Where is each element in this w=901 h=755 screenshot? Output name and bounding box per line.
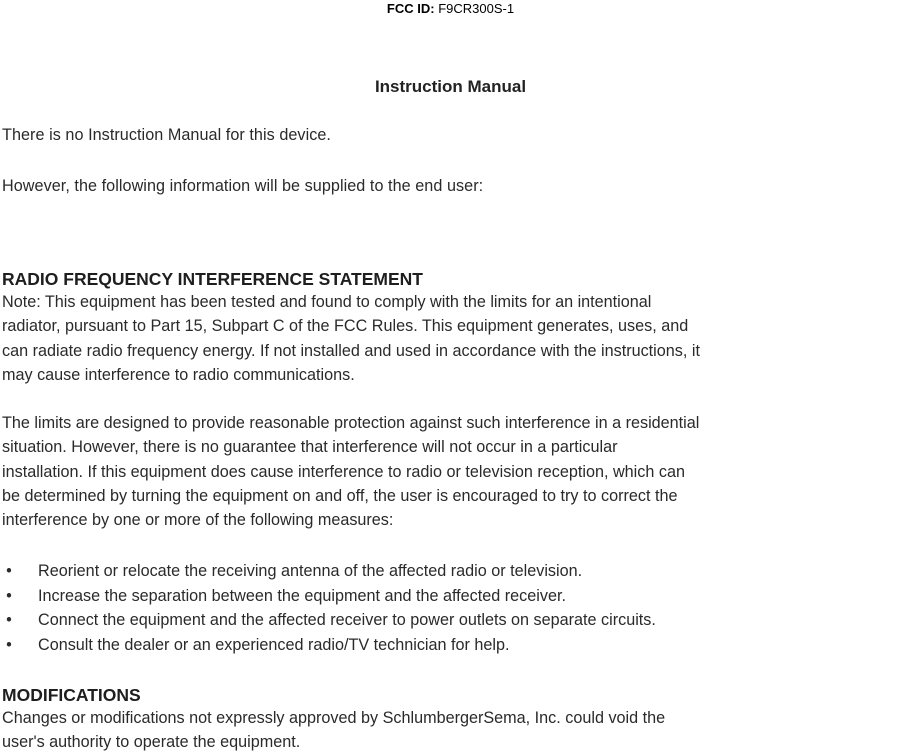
list-item — [0, 559, 656, 584]
modifications-line: user's authority to operate the equipment. — [2, 733, 301, 752]
measure-text: Connect the equipment and the affected receiver to power outlets on separate circuits. — [38, 611, 656, 630]
list-item — [0, 633, 656, 658]
rfi-heading: RADIO FREQUENCY INTERFERENCE STATEMENT — [2, 269, 423, 289]
rfi-para1-line: Note: This equipment has been tested and found to comply with the limits for an intentional — [2, 293, 652, 311]
rfi-para2-line: The limits are designed to provide reasonable protection against such interference in a residential — [2, 414, 700, 432]
measure-text: Reorient or relocate the receiving antenna of the affected radio or television. — [38, 562, 583, 580]
fcc-id-header — [0, 1, 901, 17]
rfi-para1-line: may cause interference to radio communications. — [2, 365, 355, 384]
rfi-para1-line: can radiate radio frequency energy. If not installed and used in accordance with the instructions, it — [2, 341, 700, 360]
rfi-paragraph-1 — [2, 290, 700, 387]
list-item — [0, 608, 656, 633]
intro-line-1: There is no Instruction Manual for this device. — [2, 126, 331, 144]
bullet-icon: • — [6, 562, 12, 580]
rfi-para2-line: interference by one or more of the following measures: — [2, 511, 394, 530]
page-title: Instruction Manual — [374, 77, 527, 96]
modifications-paragraph — [2, 706, 665, 755]
measure-text: Increase the separation between the equipment and the affected receiver. — [38, 586, 566, 605]
bullet-icon: • — [6, 586, 12, 605]
rfi-paragraph-2 — [2, 411, 699, 532]
bullet-icon: • — [6, 611, 12, 630]
intro-line-2: However, the following information will be supplied to the end user: — [2, 177, 484, 195]
fcc-id-value: F9CR300S-1 — [438, 1, 515, 16]
bullet-icon: • — [6, 635, 12, 654]
rfi-para2-line: installation. If this equipment does cause interference to radio or television reception, which can — [2, 462, 685, 481]
list-item — [0, 584, 656, 609]
modifications-line: Changes or modifications not expressly approved by SchlumbergerSema, Inc. could void the — [2, 709, 666, 727]
rfi-para2-line: be determined by turning the equipment on and off, the user is encouraged to try to correct the — [2, 486, 678, 505]
rfi-para1-line: radiator, pursuant to Part 15, Subpart C of the FCC Rules. This equipment generates, uses, and — [2, 317, 689, 336]
measure-text: Consult the dealer or an experienced radio/TV technician for help. — [38, 635, 510, 654]
rfi-para2-line: situation. However, there is no guarantee that interference will not occur in a particular — [2, 438, 618, 457]
modifications-heading: MODIFICATIONS — [2, 685, 141, 705]
measures-list — [0, 559, 656, 657]
fcc-id-label: FCC ID: — [386, 1, 435, 16]
